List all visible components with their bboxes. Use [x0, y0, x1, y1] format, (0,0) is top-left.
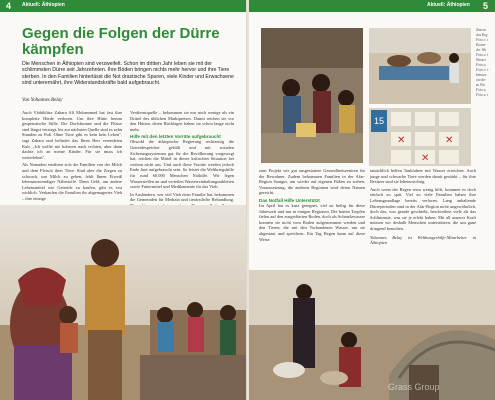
photo-family-drought — [0, 205, 248, 400]
photo-illustration — [369, 108, 471, 166]
left-running-head: Aktuell: Äthiopien — [22, 2, 65, 8]
photo-illustration — [0, 205, 248, 400]
sidebar-captions — [476, 28, 495, 148]
article-lead: Die Menschen in Äthiopien sind verzweifelt. Schon im dritten Jahr leben sie mit der schlimmsten Dürre seit Jahrzehnten. Ihre Böden bringen nichts mehr hervor und ihre Tiere sterben. In den Familien hinterlässt die Not drastische Spuren, viele Kinder und Erwachsene sind unterernährt, ihre Widerstandskräfte bald aufgebraucht. — [22, 61, 234, 87]
sidebar-line: Foto u. — [476, 88, 487, 92]
right-header-bar — [249, 0, 495, 12]
sidebar-line: wieder — [476, 78, 486, 82]
right-page-number: 5 — [483, 1, 489, 11]
column-text: Auch Väthiklitra Zahara Ali Mohammed hat fast ihre komplette Herde verloren. Um ihre Hütte herum gespenstische Stille. Die Dorfsbrunne und die Flüsse sind längst versiegt, bis zur nächsten Quelle sind es zehn Stunden zu Fuß. Ohne Tiere gibt es kein kein Leben", sagt Zahara und befindet das Ihren Herr verendeten Kuh. „Ich wollte nie hoheren nach rechten, aber dann dachte ich an meine Kinder. Für sie muss ich weiterleben". — [22, 110, 122, 160]
column-text: Obwohl die äthiopische Regierung rechtzeitig die Getreidespeicher gefüllt und mit sozialen Sicherungssystemen gut für die Bevölkerung vorgesorgt hat, reichen die Mittel in dieser kritischen Situation bei weitem nicht aus. Und auch diese Vorräte werden jedoch Ende Juni aufgebraucht sein. So leistet die Weltkriegshilfe für rund 60.000 Menschen Nothilfe. Wir legen Wasserstellen an und verteilen Wasserreinhaltungstabletten sowie Futtermittel und Medikamente für das Vieh. — [130, 139, 234, 190]
photo-illustration — [369, 28, 471, 104]
left-column-1 — [22, 110, 122, 202]
column-text: Auch wenn der Regen etwa wenig hilft, kommen es doch einfach zu spät. Viel zu viele Familien haben ihre Lebensgrundlage bereits verloren. Lang anhaltende Dürreperioden sind in der Afar-Region nicht ungewöhnlich, doch das, was gerade geschieht, beschreiben viele als das Schlimmste, was sie je erlebt haben. Mit all unserer Kraft müssen wir deshalb Menschen unterstützen, die um ganz dringend brauchen. — [370, 186, 476, 231]
svg-text:✕: ✕ — [421, 153, 430, 164]
sidebar-line: Wasser — [476, 58, 487, 62]
sidebar-line: Foto u. t — [476, 93, 489, 97]
right-page — [249, 0, 495, 400]
sidebar-line: der Wa — [476, 48, 487, 52]
left-header-bar — [0, 0, 246, 12]
article-headline: Gegen die Folgen der Dürre kämpfen — [22, 25, 220, 58]
photo-watermark: Grass Group — [388, 382, 440, 392]
svg-text:15: 15 — [374, 116, 385, 126]
sidebar-line: können — [476, 73, 487, 77]
sidebar-line: Foto u. — [476, 63, 487, 67]
column-text: Als Nomaden ernähren sich die Familien von der Milch und dem Fleisch ihrer Tiere. Sind aber die Ziegen zu schwach, um Milch zu geben, fehlt Ihnen Eiweiß lebensnotwendiger Nährstoffe. Denn Geld, um andere Lebensmittel wie Getreide zu kaufen, gibt es erst wirklich. Verkaufen die Familien ihr abgemagertes Vieh – ihre einzige — [22, 162, 122, 201]
sidebar-line: Foto o. t — [476, 38, 489, 42]
left-page-number: 4 — [6, 1, 12, 11]
photo-water-tank — [369, 28, 471, 104]
photo-water-point — [261, 28, 363, 163]
sidebar-line: zu Ein — [476, 83, 486, 87]
column-text: Im April hat es kurz geregnet, viel zu heftig für diese Jahreszeit und nur in einigen Regionen. Die harten Tropfen fielen auf den ausgedörrten Boden, doch als Schmelzwasser konnten sie nicht vom Boden aufgenommen werden und den Tieren, die mit den Vorhandenen Wasser, um sie abgestaut und speichern. Ein Tag Regen kann auf diese Weise — [259, 202, 365, 242]
sidebar-line: Foto u. t — [476, 53, 489, 57]
sidebar-line: Foto o. r — [476, 68, 489, 72]
column-subhead: Hilfe mit den letzten Vorräte aufgebraucht — [130, 134, 221, 140]
sidebar-line: das Reg — [476, 33, 488, 37]
column-text: In Ausländern, wer viel Vieh einer Familie hat, bekommen die Gemeinden für Medizin und tierärztliche Behandlung. — [130, 191, 234, 203]
right-column-1 — [259, 168, 365, 242]
author-note: Yohannes Belay ist Welthungerhilfe-Mitarbeiter in Äthiopien — [370, 234, 476, 246]
photo-herd-and-hut — [249, 270, 495, 400]
svg-text:✕: ✕ — [445, 135, 454, 146]
photo-illustration — [261, 28, 363, 163]
column-text: Verdienstquelle – bekommen sie nur noch wenige als ein Drittel des üblichen Marktpreises. Damit reichen sie vor den Hütten, deren Rücklagen haben sie schon lange nicht mehr. — [130, 110, 234, 132]
column-subhead: Das Notfall Hilfe Unterstützt — [259, 197, 320, 203]
column-text: tatsächlich helfen Tankfahrer mit Wasser erreichen. Auch junge und schwache Tiere werden damit gestärkt – für ihre Besitzer sind sie lebenswichtig. — [370, 168, 476, 185]
sidebar-line: Konstr — [476, 43, 486, 47]
column-text: zum Projekt wie gut ausgestattete Gesundheitszentren für die Bewohner. Zudem bekommen Familien in der Afar-Region Saatgut, um wieder auf eigenen Füßen zu stehen. Voraussetzung, die anderen Regionen wird deren Namen gereicht. — [259, 168, 365, 196]
svg-text:✕: ✕ — [397, 135, 406, 146]
right-column-2 — [370, 168, 476, 246]
photo-health-cards — [369, 108, 471, 166]
photo-illustration — [249, 270, 495, 400]
article-author: Von Yohannes Belay — [22, 98, 63, 103]
sidebar-line: Zistern — [476, 28, 487, 32]
right-running-head: Aktuell: Äthiopien — [427, 2, 470, 8]
